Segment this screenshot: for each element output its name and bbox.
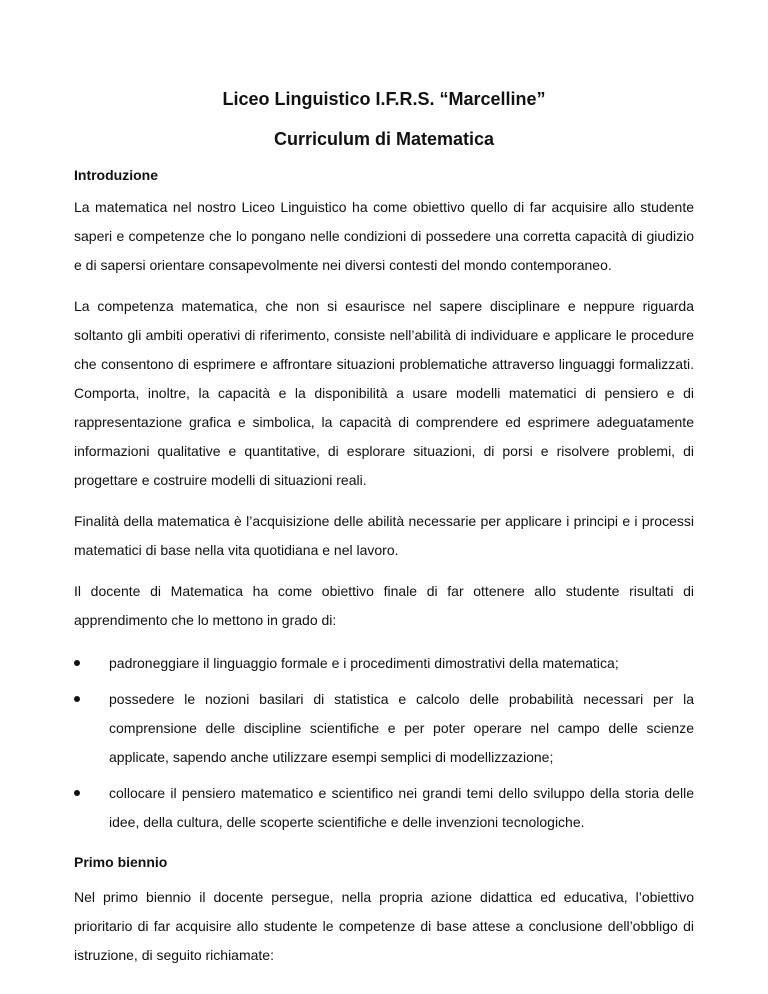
bullet-icon (74, 790, 80, 796)
list-item (74, 779, 694, 837)
section-heading-primo-biennio: Primo biennio (74, 854, 168, 870)
bullet-icon (74, 660, 80, 666)
list-item-text: padroneggiare il linguaggio formale e i procedimenti dimostrativi della matematica; (109, 655, 619, 671)
intro-paragraph-4: Il docente di Matematica ha come obiettivo finale di far ottenere allo studente risultati di apprendimento che lo mettono in grado di: (74, 583, 694, 628)
list-item-text: possedere le nozioni basilari di statistica e calcolo delle probabilità necessari per la comprensione delle discipline scientifiche e per poter operare nel campo delle scienze applicate, sapendo anche utilizzare esempi semplici di modellizzazione; (109, 691, 694, 765)
intro-paragraph-2: La competenza matematica, che non si esaurisce nel sapere disciplinare e neppure riguarda soltanto gli ambiti operativi di riferimento, consiste nell’abilità di individuare e applicare le procedure che consentono di esprimere e affrontare situazioni problematiche attraverso linguaggi formalizzati. Comporta, inoltre, la capacità e la disponibilità a usare modelli matematici di pensiero e di rappresentazione grafica e simbolica, la capacità di comprendere ed esprimere adeguatamente informazioni qualitative e quantitative, di esplorare situazioni, di porsi e risolvere problemi, di progettare e costruire modelli di situazioni reali. (74, 298, 694, 488)
list-item (74, 649, 694, 678)
document-title: Liceo Linguistico I.F.R.S. “Marcelline” (222, 89, 546, 109)
primo-biennio-paragraph-1: Nel primo biennio il docente persegue, nella propria azione didattica ed educativa, l’obiettivo prioritario di far acquisire allo studente le competenze di base attese a conclusione dell’obbligo di istruzione, di seguito richiamate: (74, 889, 694, 963)
list-item-text: collocare il pensiero matematico e scientifico nei grandi temi dello sviluppo della storia delle idee, della cultura, delle scoperte scientifiche e delle invenzioni tecnologiche. (109, 785, 694, 830)
bullet-icon (74, 696, 80, 702)
objectives-list (74, 649, 694, 837)
section-heading-introduzione: Introduzione (74, 167, 158, 183)
intro-paragraph-3: Finalità della matematica è l’acquisizione delle abilità necessarie per applicare i principi e i processi matematici di base nella vita quotidiana e nel lavoro. (74, 513, 694, 558)
document-subtitle: Curriculum di Matematica (273, 129, 495, 149)
list-item (74, 685, 694, 772)
intro-paragraph-1: La matematica nel nostro Liceo Linguistico ha come obiettivo quello di far acquisire allo studente saperi e competenze che lo pongano nelle condizioni di possedere una corretta capacità di giudizio e di sapersi orientare consapevolmente nei diversi contesti del mondo contemporaneo. (74, 199, 694, 273)
